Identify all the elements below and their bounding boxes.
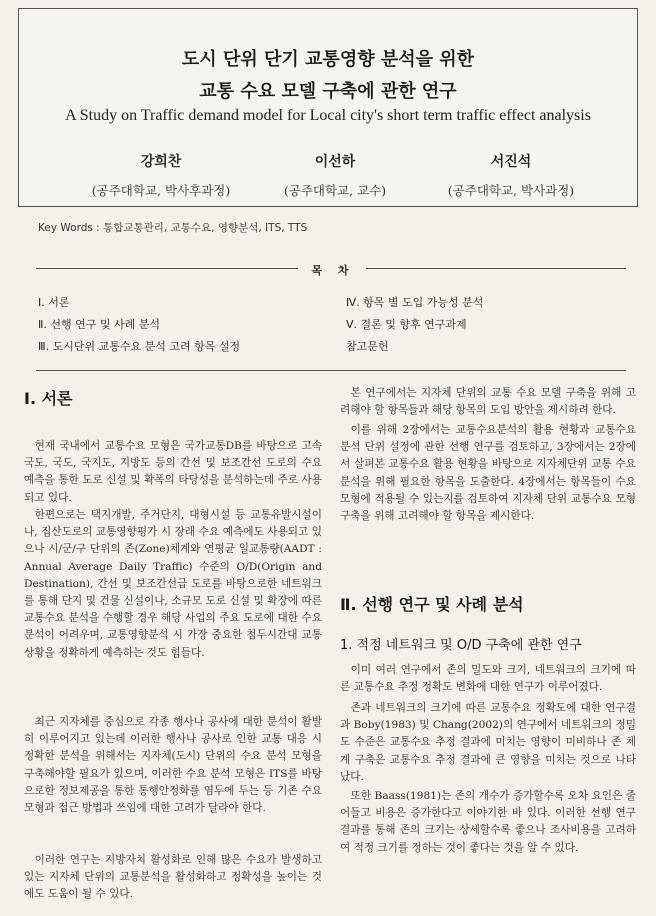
toc-item: 참고문헌 (346, 340, 389, 353)
section-heading-introduction: Ⅰ. 서론 (24, 389, 73, 408)
paragraph: 존과 네트워크의 크기에 따른 교통수요 정확도에 대한 연구결과 Boby(1983) 및 Chang(2002)의 연구에서 네트워크의 정밀도 수준은 교통수요 추정 결과에 미치는 영향이 미비하나 존 체계 구축은 교통수요 추정 결과에 큰 영향을 미치는 것으로 나타났다. (340, 702, 636, 783)
author-affiliation: (공주대학교, 교수) (283, 183, 387, 198)
author-affiliation: (공주대학교, 박사과정) (447, 183, 575, 198)
author-3 (421, 151, 601, 199)
paragraph: 이를 위해 2장에서는 교통수요분석의 활용 현황과 교통수요 분석 단위 설정에 관한 선행 연구를 검토하고, 3장에서는 2장에서 살펴본 교통수요 활용 현황을 바탕으로 지자체단위 교통 수요 분석을 위해 필요한 항목을 도출한다. 4장에서는 항목들이 수요모형에 적용될 수 있는지를 검토하여 지자체 단위 교통수요 모형 구축을 위해 고려해야 할 항목을 제시한다. (340, 424, 636, 523)
paragraph: 본 연구에서는 지자체 단위의 교통 수요 모델 구축을 위해 고려해야 할 항목들과 해당 항목의 도입 방안을 제시하려 한다. (340, 387, 636, 417)
paragraph: 최근 지자체를 중심으로 각종 행사나 공사에 대한 분석이 활발히 이루어지고 있는데 이러한 행사나 공사로 인한 교통 대응 시 정확한 분석을 위해서는 지자체(도시) 단위의 수요 분석 모형을 구축해야할 필요가 있으며, 이러한 수요 분석 모형은 ITS를 바탕으로한 정보제공을 통한 통행안정화를 염두에 두는 등 기존 수요모형과 접근 방법과 쓰임에 대한 고려가 달라야 한다. (24, 716, 322, 815)
paragraph: 또한 Baass(1981)는 존의 개수가 증가할수록 오차 요인은 줄어들고 비용은 증가한다고 이야기한 바 있다. 이러한 선행 연구 결과를 통해 존의 크기는 상세할수록 좋으나 조사비용을 고려하여 적정 크기를 정하는 것이 좋다는 것을 알 수 있다. (340, 790, 636, 854)
paper-title-korean-line1: 도시 단위 단기 교통영향 분석을 위한 (181, 49, 475, 70)
paper-title-english: A Study on Traffic demand model for Local city's short term traffic effect analysis (65, 107, 591, 124)
section-heading-prior-research: Ⅱ. 선행 연구 및 사례 분석 (340, 595, 524, 614)
subsection-heading: 1. 적정 네트워크 및 O/D 구축에 관한 연구 (340, 638, 582, 653)
toc-header (0, 262, 656, 276)
toc-divider (36, 370, 626, 371)
toc-item: Ⅰ. 서론 (38, 296, 70, 309)
keywords: Key Words : 통합교통관리, 교통수요, 영향분석, ITS, TTS (38, 222, 308, 234)
author-name: 서진석 (490, 154, 532, 170)
author-name: 강희찬 (140, 154, 182, 170)
paper-title-korean-line2: 교통 수요 모델 구축에 관한 연구 (199, 81, 457, 102)
paragraph: 한편으로는 택지개발, 주거단지, 대형시설 등 교통유발시설이나, 집산도로의 교통영향평가 시 장래 수요 예측에도 사용되고 있으나 시/군/구 단위의 존(Zone)체계와 연평균 일교통량(AADT : Annual Average Daily Traffic) 수준의 O/D(Origin and Destination), 간선 및 보조간선급 도로를 바탕으로한 네트워크를 통해 단지 및 건물 신설이나, 소규모 도로 신설 및 확장에 따른 교통수요 분석을 수행할 경우 해당 사업의 주요 도로에 대한 수요분석이 어려우며, 교통영향분석 시 가장 중요한 첨두시간대 교통상황을 정확하게 예측하는 것도 힘들다. (24, 509, 322, 659)
toc-item: Ⅲ. 도시단위 교통수요 분석 고려 항목 설정 (38, 340, 241, 353)
toc-rule-right (366, 268, 626, 269)
toc-item: Ⅱ. 선행 연구 및 사례 분석 (38, 318, 161, 331)
paragraph: 이미 여러 연구에서 존의 밀도와 크기, 네트워크의 크기에 따른 교통수요 추정 정확도 변화에 대한 연구가 이루어졌다. (340, 664, 636, 694)
author-1 (71, 151, 251, 199)
paragraph: 현재 국내에서 교통수요 모형은 국가교통DB를 바탕으로 고속국도, 국도, 국지도, 지방도 등의 간선 및 보조간선 도로의 수요 예측을 통한 도로 신설 및 확폭의 타당성을 분석하는데 주로 사용되고 있다. (24, 440, 322, 504)
author-affiliation: (공주대학교, 박사후과정) (91, 183, 231, 198)
toc-item: Ⅳ. 항목 별 도입 가능성 분석 (346, 296, 484, 309)
toc-item: Ⅴ. 결론 및 향후 연구과제 (346, 318, 467, 331)
author-name: 이선하 (314, 154, 356, 170)
title-box (18, 8, 638, 207)
author-2 (245, 151, 425, 199)
paragraph: 이러한 연구는 지방자치 활성화로 인해 많은 수요가 발생하고 있는 지자체 단위의 교통분석을 활성화하고 정확성을 높이는 것에도 도움이 될 수 있다. (24, 854, 322, 901)
toc-title: 목 차 (311, 264, 355, 277)
toc-rule-left (36, 268, 298, 269)
